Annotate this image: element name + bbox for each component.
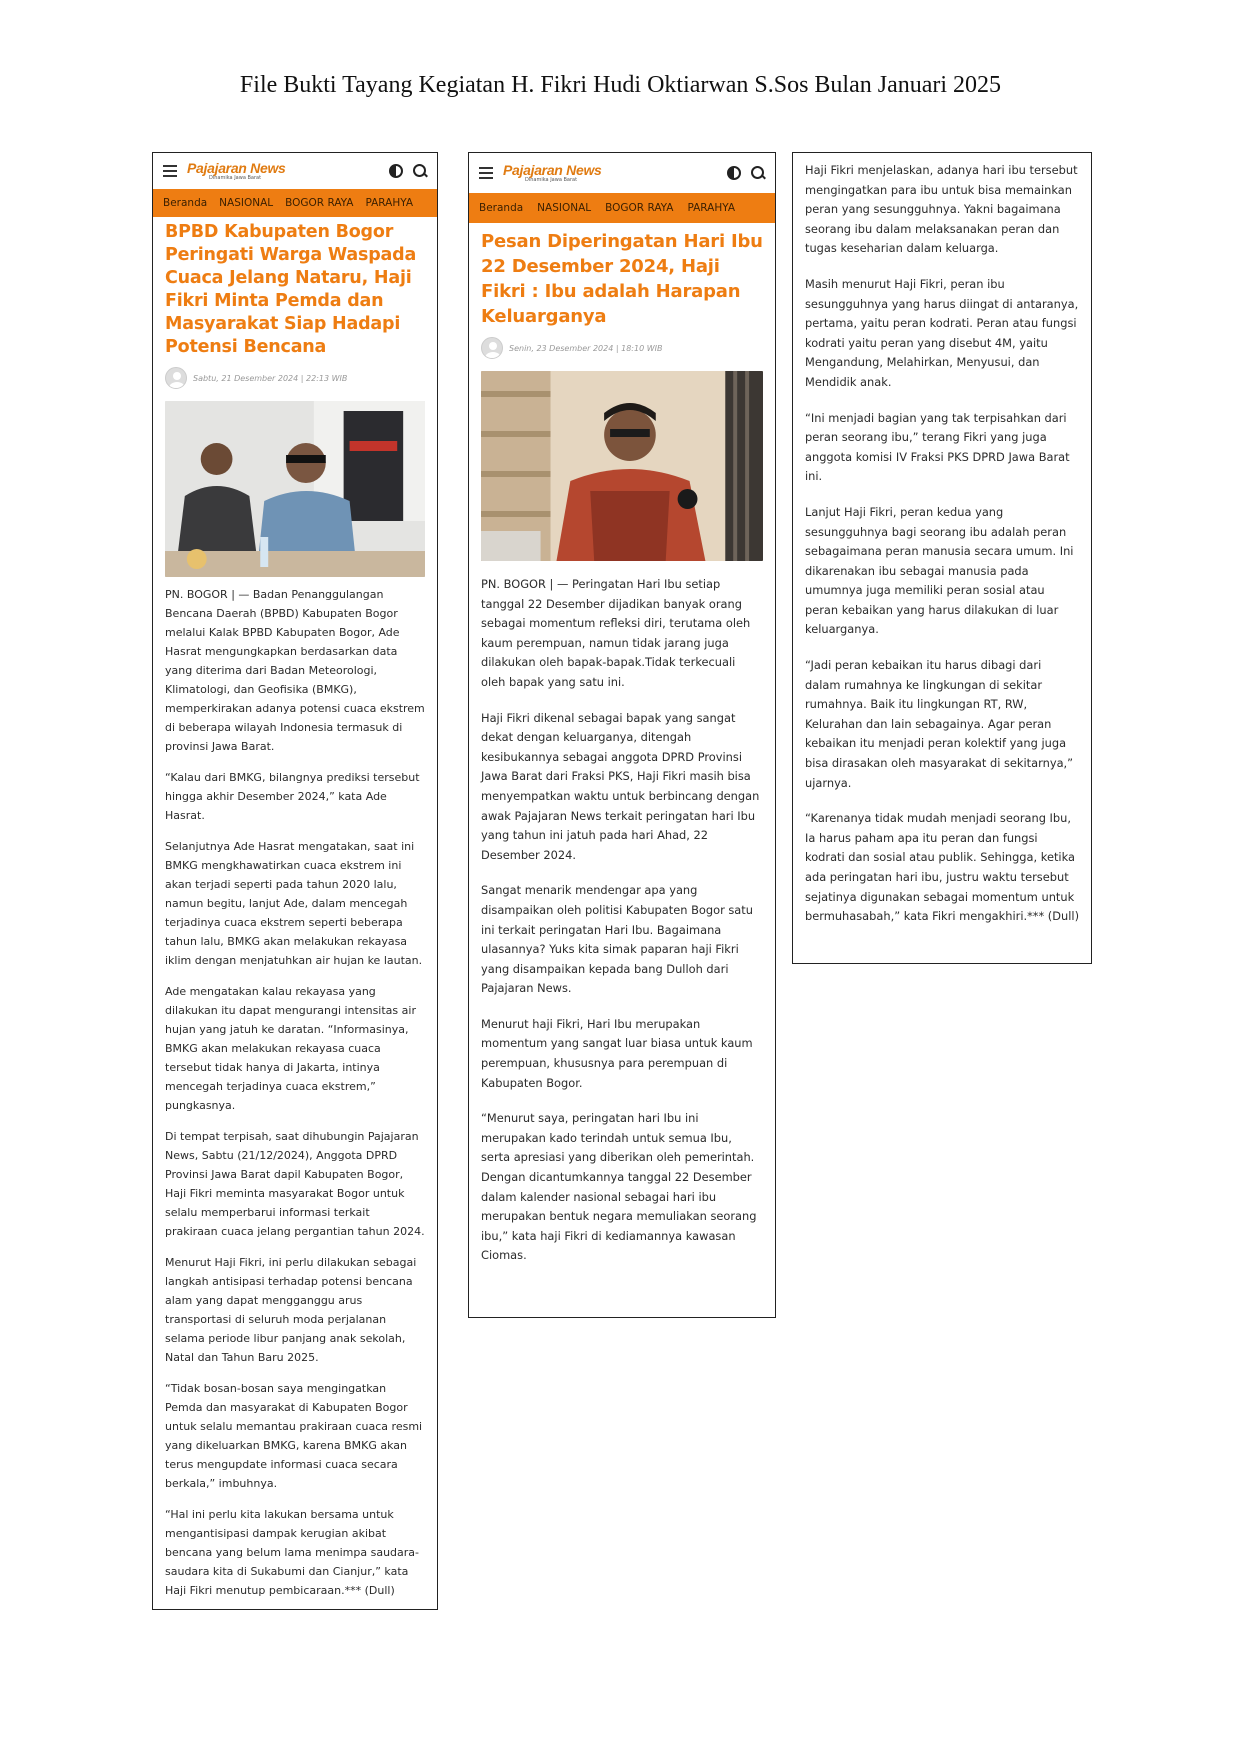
publish-date: Senin, 23 Desember 2024 | 18:10 WIB [509,343,663,353]
nav-item-nasional[interactable]: NASIONAL [537,202,592,214]
author-avatar-icon [165,367,187,389]
search-icon[interactable] [751,166,765,180]
nav-item-beranda[interactable]: Beranda [479,202,524,214]
logo-tagline: Dinamika Jawa Barat [525,177,578,183]
nav-item-beranda[interactable]: Beranda [163,197,208,209]
paragraph: “Menurut saya, peringatan hari Ibu ini merupakan kado terindah untuk semua Ibu, serta apresiasi yang diberikan oleh pemerintah. Dengan dicantumkannya tanggal 22 Desember dalam kalender nasional sebagai hari ibu merupakan bentuk negara memuliakan seorang ibu,” kata haji Fikri di kediamannya kawasan Ciomas. [481,1111,757,1263]
dark-mode-icon[interactable] [727,166,741,180]
site-header [469,153,775,193]
site-header [153,153,437,189]
portrait-photo-illustration [481,371,763,561]
screenshot-article-2 [468,152,776,1318]
paragraph: Selanjutnya Ade Hasrat mengatakan, saat ini BMKG mengkhawatirkan cuaca ekstrem ini akan terjadi seperti pada tahun 2020 lalu, namun begitu, lanjut Ade, dalam mencegah terjadinya cuaca ekstrem seperti beberapa tahun lalu, BMKG akan melakukan rekayasa iklim dengan menjatuhkan air hujan ke lautan. [165,840,423,967]
paragraph: “Jadi peran kebaikan itu harus dibagi dari dalam rumahnya ke lingkungan di sekitar rumahnya. Baik itu lingkungan RT, RW, Kelurahan dan lain sebagainya. Agar peran kebaikan itu menjadi peran kolektif yang juga bisa dirasakan oleh masyarakat di sekitarnya,” ujarnya. [805,658,1074,790]
article-body [153,577,437,1600]
nav-item-parahya[interactable]: PARAHYA [687,202,736,214]
search-icon[interactable] [413,164,427,178]
document-title: File Bukti Tayang Kegiatan H. Fikri Hudi Oktiarwan S.Sos Bulan Januari 2025 [239,72,1002,98]
site-logo[interactable] [503,163,717,183]
nav-item-bogor-raya[interactable]: BOGOR RAYA [605,202,674,214]
paragraph: Menurut haji Fikri, Hari Ibu merupakan momentum yang sangat luar biasa untuk kaum perempuan, khususnya para perempuan di Kabupaten Bogor. [481,1016,753,1090]
article-body [469,561,775,1266]
paragraph: “Karenanya tidak mudah menjadi seorang Ibu, Ia harus paham apa itu peran dan fungsi kodrati dan sosial atau publik. Sehingga, ketika ada peringatan hari ibu, justru waktu tersebut sejatinya digunakan sebagai momentum untuk bermuhasabah,” kata Fikri mengakhiri.*** (Dull) [805,811,1080,924]
article-photo [165,401,425,577]
paragraph: Di tempat terpisah, saat dihubungin Pajajaran News, Sabtu (21/12/2024), Anggota DPRD Provinsi Jawa Barat dapil Kabupaten Bogor, Haji Fikri meminta masyarakat Bogor untuk selalu memperbarui informasi terkait prakiraan cuaca jelang pergantian tahun 2024. [165,1130,425,1238]
paragraph: PN. BOGOR | — Badan Penanggulangan Bencana Daerah (BPBD) Kabupaten Bogor melalui Kalak BPBD Kabupaten Bogor, Ade Hasrat mengungkapkan berdasarkan data yang diterima dari Badan Meteorologi, Klimatologi, dan Geofisika (BMKG), memperkirakan adanya potensi cuaca ekstrem di beberapa wilayah Indonesia termasuk di provinsi Jawa Barat. [165,588,425,753]
paragraph: Haji Fikri menjelaskan, adanya hari ibu tersebut mengingatkan para ibu untuk bisa memainkan peran yang sesungguhnya. Yakni bagaimana seorang ibu dalam melaksanakan peran dan tugas keseharian dalam keluarga. [805,163,1078,256]
article-title: Pesan Diperingatan Hari Ibu 22 Desember 2024, Haji Fikri : Ibu adalah Harapan Keluarganya [481,231,763,327]
logo-tagline: Dinamika Jawa Barat [209,175,262,181]
author-avatar-icon [481,337,503,359]
dark-mode-icon[interactable] [389,164,403,178]
article-photo [481,371,763,561]
site-logo[interactable] [187,161,379,181]
screenshot-article-2-continued [792,152,1092,964]
paragraph: “Hal ini perlu kita lakukan bersama untuk mengantisipasi dampak kerugian akibat bencana yang belum lama menimpa saudara-saudara kita di Sukabumi dan Cianjur,” kata Haji Fikri menutup pembicaraan.*** (Dull) [165,1508,420,1597]
article-body [793,153,1091,927]
publish-date: Sabtu, 21 Desember 2024 | 22:13 WIB [193,373,348,383]
meeting-photo-illustration [165,401,425,577]
paragraph: Menurut Haji Fikri, ini perlu dilakukan sebagai langkah antisipasi terhadap potensi bencana alam yang dapat mengganggu arus transportasi di seluruh moda perjalanan selama periode libur panjang anak sekolah, Natal dan Tahun Baru 2025. [165,1256,417,1364]
logo-text: Pajajaran News [187,160,286,176]
logo-text: Pajajaran News [503,162,602,178]
nav-item-bogor-raya[interactable]: BOGOR RAYA [285,197,354,209]
paragraph: Sangat menarik mendengar apa yang disampaikan oleh politisi Kabupaten Bogor satu ini terkait peringatan Hari Ibu. Bagaimana ulasannya? Yuks kita simak paparan haji Fikri yang disampaikan kepada bang Dulloh dari Pajajaran News. [481,883,753,996]
paragraph: PN. BOGOR | — Peringatan Hari Ibu setiap tanggal 22 Desember dijadikan banyak orang sebagai momentum refleksi diri, terutama oleh kaum perempuan, namun tidak jarang juga dilakukan oleh bapak-bapak.Tidak terkecuali oleh bapak yang satu ini. [481,577,751,689]
menu-icon[interactable] [479,167,493,179]
paragraph: Lanjut Haji Fikri, peran kedua yang sesungguhnya bagi seorang ibu adalah peran sebagaimana peran manusia secara umum. Ini dikarenakan ibu sebagai manusia pada umumnya juga memiliki peran sosial atau peran kebaikan yang harus dilakukan di luar keluarganya. [805,504,1074,637]
paragraph: Ade mengatakan kalau rekayasa yang dilakukan itu dapat mengurangi intensitas air hujan yang jatuh ke daratan. “Informasinya, BMKG akan melakukan rekayasa cuaca tersebut tidak hanya di Jakarta, intinya mencegah terjadinya cuaca ekstrem,” pungkasnya. [165,985,416,1112]
nav-item-parahya[interactable]: PARAHYA [365,197,414,209]
article-title: BPBD Kabupaten Bogor Peringati Warga Waspada Cuaca Jelang Nataru, Haji Fikri Minta Pemda dan Masyarakat Siap Hadapi Potensi Bencana [165,222,417,357]
byline [153,359,437,397]
paragraph: “Kalau dari BMKG, bilangnya prediksi tersebut hingga akhir Desember 2024,” kata Ade Hasrat. [165,771,420,822]
paragraph: Haji Fikri dikenal sebagai bapak yang sangat dekat dengan keluarganya, ditengah kesibukannya sebagai anggota DPRD Provinsi Jawa Barat dari Fraksi PKS, Haji Fikri masih bisa menyempatkan waktu untuk berbincang dengan awak Pajajaran News terkait peringatan hari Ibu yang tahun ini jatuh pada hari Ahad, 22 Desember 2024. [481,710,760,862]
menu-icon[interactable] [163,165,177,177]
paragraph: “Ini menjadi bagian yang tak terpisahkan dari peran seorang ibu,” terang Fikri yang juga anggota komisi IV Fraksi PKS DPRD Jawa Barat ini. [805,410,1070,484]
nav-item-nasional[interactable]: NASIONAL [219,197,274,209]
paragraph: Masih menurut Haji Fikri, peran ibu sesungguhnya yang harus diingat di antaranya, pertama, yaitu peran kodrati. Peran atau fungsi kodrati yaitu peran yang disebut 4M, yaitu Mengandung, Melahirkan, Menyusui, dan Mendidik anak. [805,276,1079,389]
byline [469,329,775,367]
nav-bar [153,189,437,217]
screenshot-article-1 [152,152,438,1610]
nav-bar [469,193,775,223]
paragraph: “Tidak bosan-bosan saya mengingatkan Pemda dan masyarakat di Kabupaten Bogor untuk selalu memantau prakiraan cuaca resmi yang dikeluarkan BMKG, karena BMKG akan terus mengupdate informasi cuaca secara berkala,” imbuhnya. [165,1382,423,1490]
